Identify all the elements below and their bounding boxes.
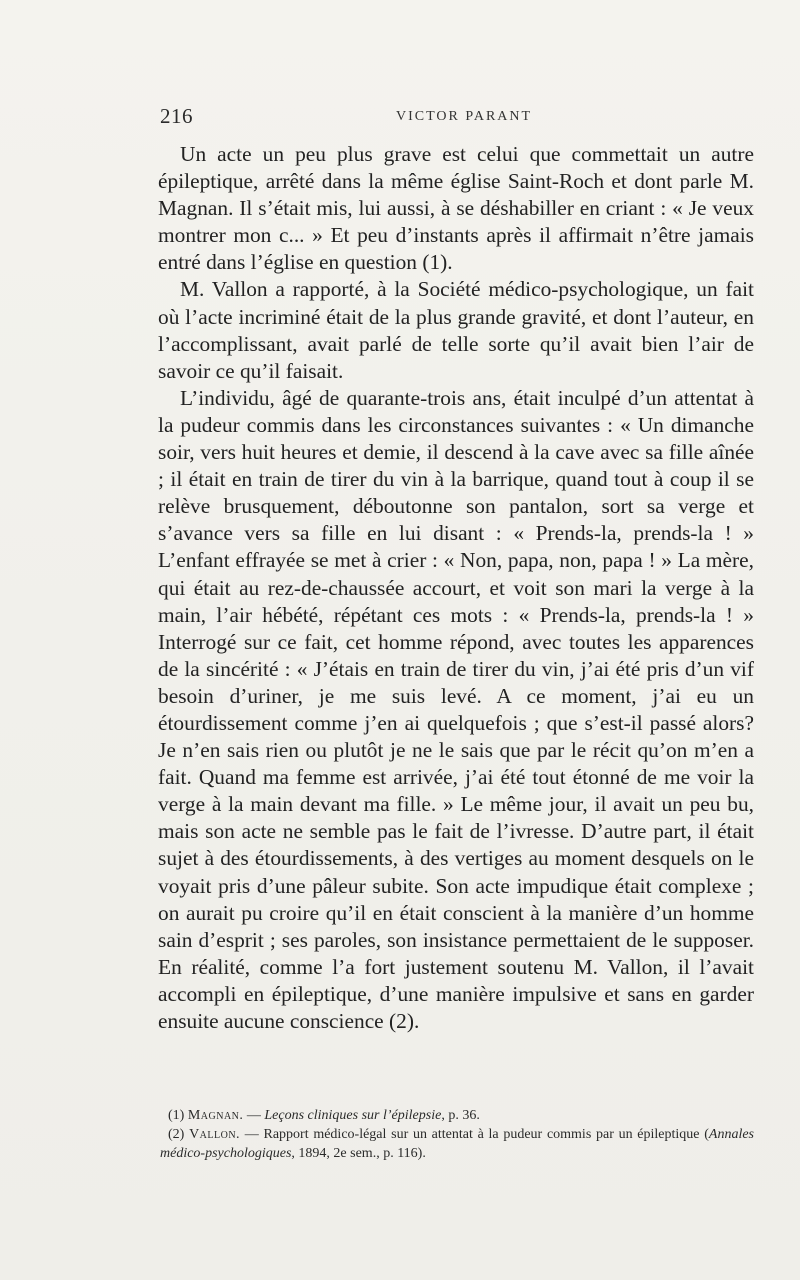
footnote-1-rest: , p. 36. xyxy=(441,1108,480,1123)
paragraph-1 xyxy=(158,141,754,276)
paragraph-1-text: Un acte un peu plus grave est celui que commettait un autre épileptique, arrêté dans la même église Saint-Roch et dont parle M. Magnan. Il s’était mis, lui aussi, à se déshabiller en criant : « Je veux montrer mon c... » Et peu d’instants après il affirmait n’être jamais entré dans l’église en question xyxy=(158,142,754,275)
paragraph-3 xyxy=(158,385,754,1035)
page-number: 216 xyxy=(160,104,193,128)
page-header xyxy=(160,104,760,130)
footnote-1-mark: (1) xyxy=(168,1108,185,1123)
paragraph-3-text: L’individu, âgé de quarante-trois ans, était inculpé d’un attentat à la pudeur commis dans les circonstances suivantes : « Un dimanche soir, vers huit heures et demie, il descend à la cave avec sa fille aînée ; il était en train de tirer du vin à la barrique, quand tout à coup il se relève brusquement, déboutonne son pantalon, sort sa verge et s’avance vers sa fille en lui disant : « Prends-la, prends-la ! » L’enfant effrayée se met à crier : « Non, papa, non, papa ! » La mère, qui était au rez-de-chaussée accourt, et voit son mari la verge à la main, l’air hébété, répétant ces mots : « Prends-la, prends-la ! » Interrogé sur ce fait, cet homme répond, avec toutes les apparences de la sincérité : « J’étais en train de tirer du vin, j’ai été pris d’un vif besoin d’uriner, je me suis levé. A ce moment, j’ai eu un étourdissement comme j’en ai quelquefois ; que s’est-il passé alors? Je n’en sais rien ou plutôt je ne le sais que par le récit qu’on m’en a fait. Quand ma femme est arrivée, j’ai été tout étonné de me voir la verge à la main devant ma fille. » Le même jour, il avait un peu bu, mais son acte ne semble pas le fait de l’ivresse. D’autre part, il était sujet à des étourdissements, à des vertiges au moment desquels on le voyait pris d’une pâleur subite. Son acte impudique était complexe ; on aurait pu croire qu’il en était conscient à la manière d’un homme sain d’esprit ; ses paroles, son insistance permettaient de le supposer. En réalité, comme l’a fort justement soutenu M. Vallon, il l’avait accompli en épileptique, d’une manière impulsive et sans en garder ensuite aucune conscience xyxy=(158,385,754,1033)
paragraph-2: M. Vallon a rapporté, à la Société médico-psychologique, un fait où l’acte incriminé était de la plus grande gravité, et dont l’auteur, en l’accomplissant, avait parlé de telle sorte qu’il avait bien l’air de savoir ce qu’il faisait. xyxy=(158,277,754,383)
footnote-ref-1: (1) xyxy=(422,250,448,275)
footnote-1-sep: — xyxy=(243,1108,265,1123)
paragraph-1-end: . xyxy=(447,250,453,275)
footnote-2-mark: (2) xyxy=(168,1127,185,1142)
footnotes xyxy=(160,1106,754,1163)
footnote-1 xyxy=(160,1106,754,1125)
paragraph-3-end: . xyxy=(413,1009,420,1033)
footnote-2-rest: , 1894, 2e sem., p. 116). xyxy=(291,1146,426,1161)
footnote-2-author: Vallon. xyxy=(189,1127,241,1142)
footnote-2 xyxy=(160,1125,754,1163)
footnote-2-sep: — Rapport médico-légal sur un attentat à la pudeur commis par un épileptique ( xyxy=(240,1127,709,1142)
running-head: VICTOR PARANT xyxy=(396,109,533,124)
footnote-1-author: Magnan. xyxy=(187,1108,244,1123)
footnote-2-title: Annales médico-psychologiques xyxy=(160,1127,755,1161)
footnote-1-title: Leçons cliniques sur l’épilepsie xyxy=(264,1108,442,1123)
main-text xyxy=(158,141,754,1035)
footnote-ref-2: (2) xyxy=(389,1009,414,1033)
